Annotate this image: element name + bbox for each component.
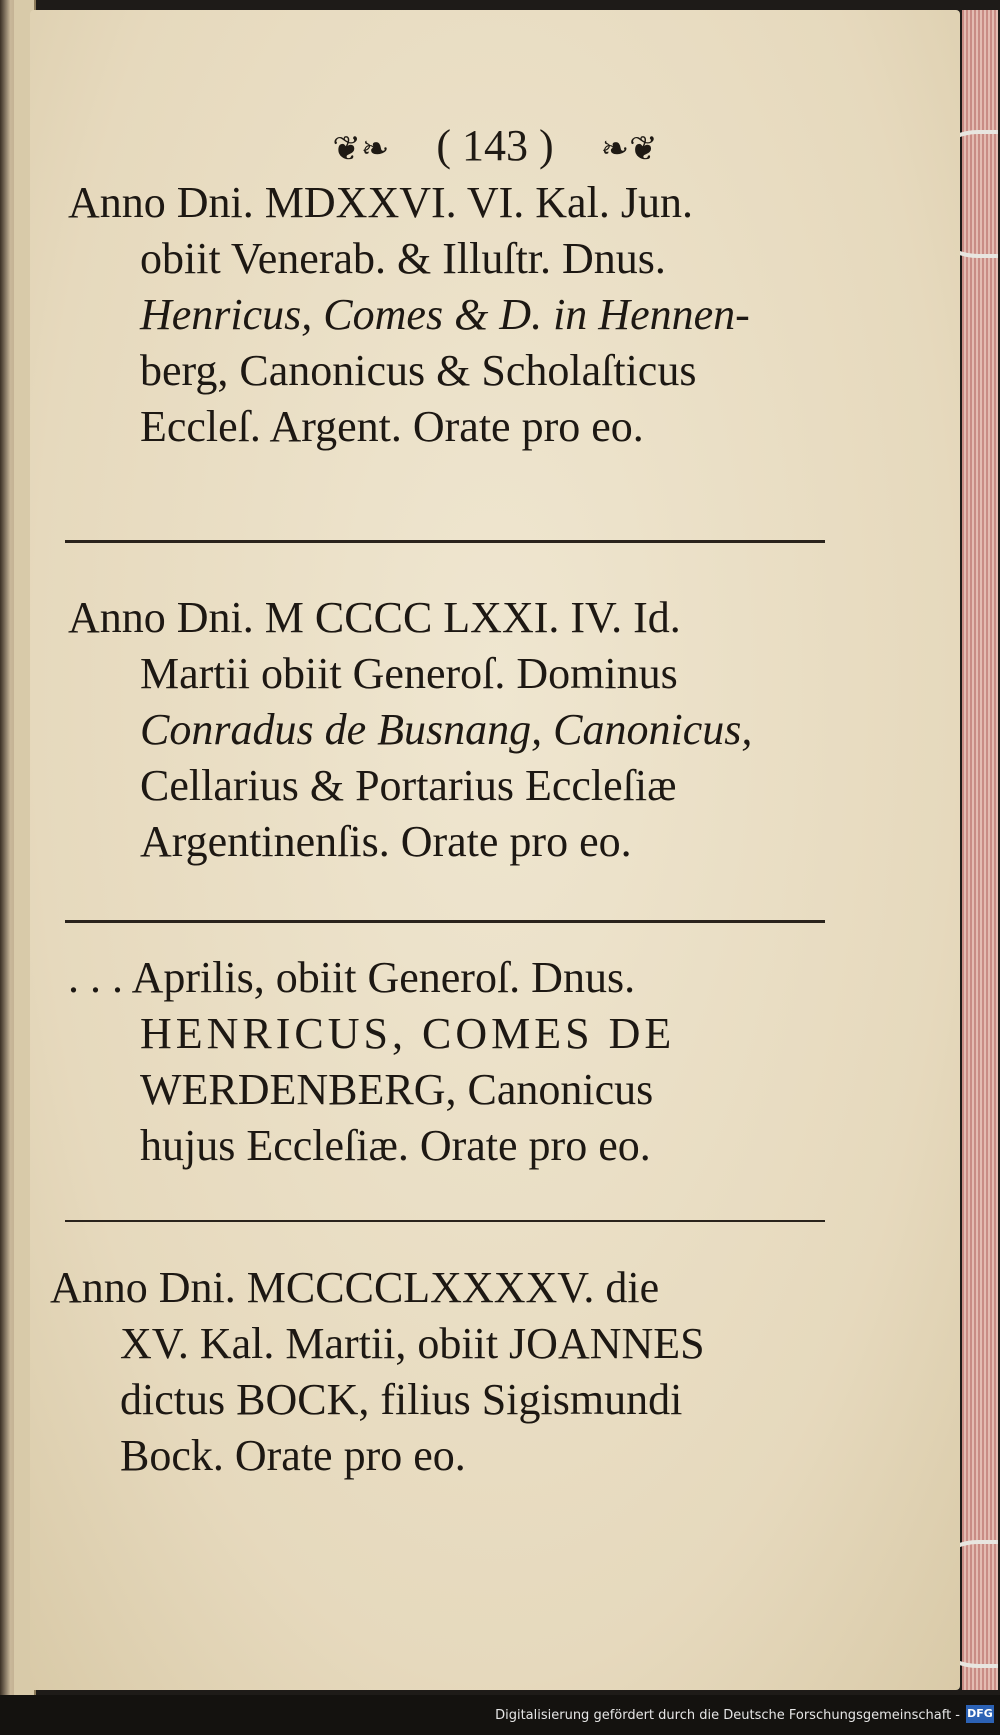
entry-line: Cellarius & Portarius Eccleſiæ xyxy=(140,761,677,810)
page-number: ( 143 ) xyxy=(436,121,554,170)
entry-line: Anno Dni. MDXXVI. VI. Kal. Jun. xyxy=(68,178,693,227)
entry-line: . . . Aprilis, obiit Generoſ. Dnus. xyxy=(68,953,636,1002)
entry-1 xyxy=(30,175,960,455)
entry-line: obiit Venerab. & Illuſtr. Dnus. xyxy=(140,234,666,283)
dfg-logo-icon: DFG xyxy=(966,1705,994,1723)
entry-line: Anno Dni. M CCCC LXXI. IV. Id. xyxy=(68,593,681,642)
section-divider xyxy=(65,1220,825,1222)
entry-line: Anno Dni. MCCCCLXXXXV. die xyxy=(50,1263,660,1312)
entry-line: XV. Kal. Martii, obiit JOANNES xyxy=(120,1319,705,1368)
page-fore-edge xyxy=(962,10,998,1690)
page-header xyxy=(30,120,960,171)
ornament-left-icon: ❦❧ xyxy=(332,131,390,168)
ornament-right-icon: ❧❦ xyxy=(600,131,658,168)
entry-line: Martii obiit Generoſ. Dominus xyxy=(140,649,678,698)
section-divider xyxy=(65,540,825,543)
entry-line: hujus Eccleſiæ. Orate pro eo. xyxy=(140,1121,651,1170)
entry-3 xyxy=(30,950,960,1174)
entry-line: dictus BOCK, filius Sigismundi xyxy=(120,1375,683,1424)
entry-line: Bock. Orate pro eo. xyxy=(120,1431,466,1480)
footer-credit: Digitalisierung gefördert durch die Deutsche Forschungsgemeinschaft - xyxy=(495,1708,960,1723)
entry-line: HENRICUS, COMES DE xyxy=(140,1009,676,1058)
book-page xyxy=(30,10,960,1690)
entry-line: Argentinenſis. Orate pro eo. xyxy=(140,817,632,866)
entry-line: berg, Canonicus & Scholaſticus xyxy=(140,346,697,395)
section-divider xyxy=(65,920,825,923)
entry-line: Conradus de Busnang, Canonicus, xyxy=(140,705,753,754)
digitization-footer xyxy=(0,1695,1000,1735)
entry-line: Eccleſ. Argent. Orate pro eo. xyxy=(140,402,644,451)
entry-2 xyxy=(30,590,960,870)
entry-4 xyxy=(30,1260,960,1484)
entry-line: Henricus, Comes & D. in Hennen- xyxy=(140,290,750,339)
entry-line: WERDENBERG, Canonicus xyxy=(140,1065,654,1114)
